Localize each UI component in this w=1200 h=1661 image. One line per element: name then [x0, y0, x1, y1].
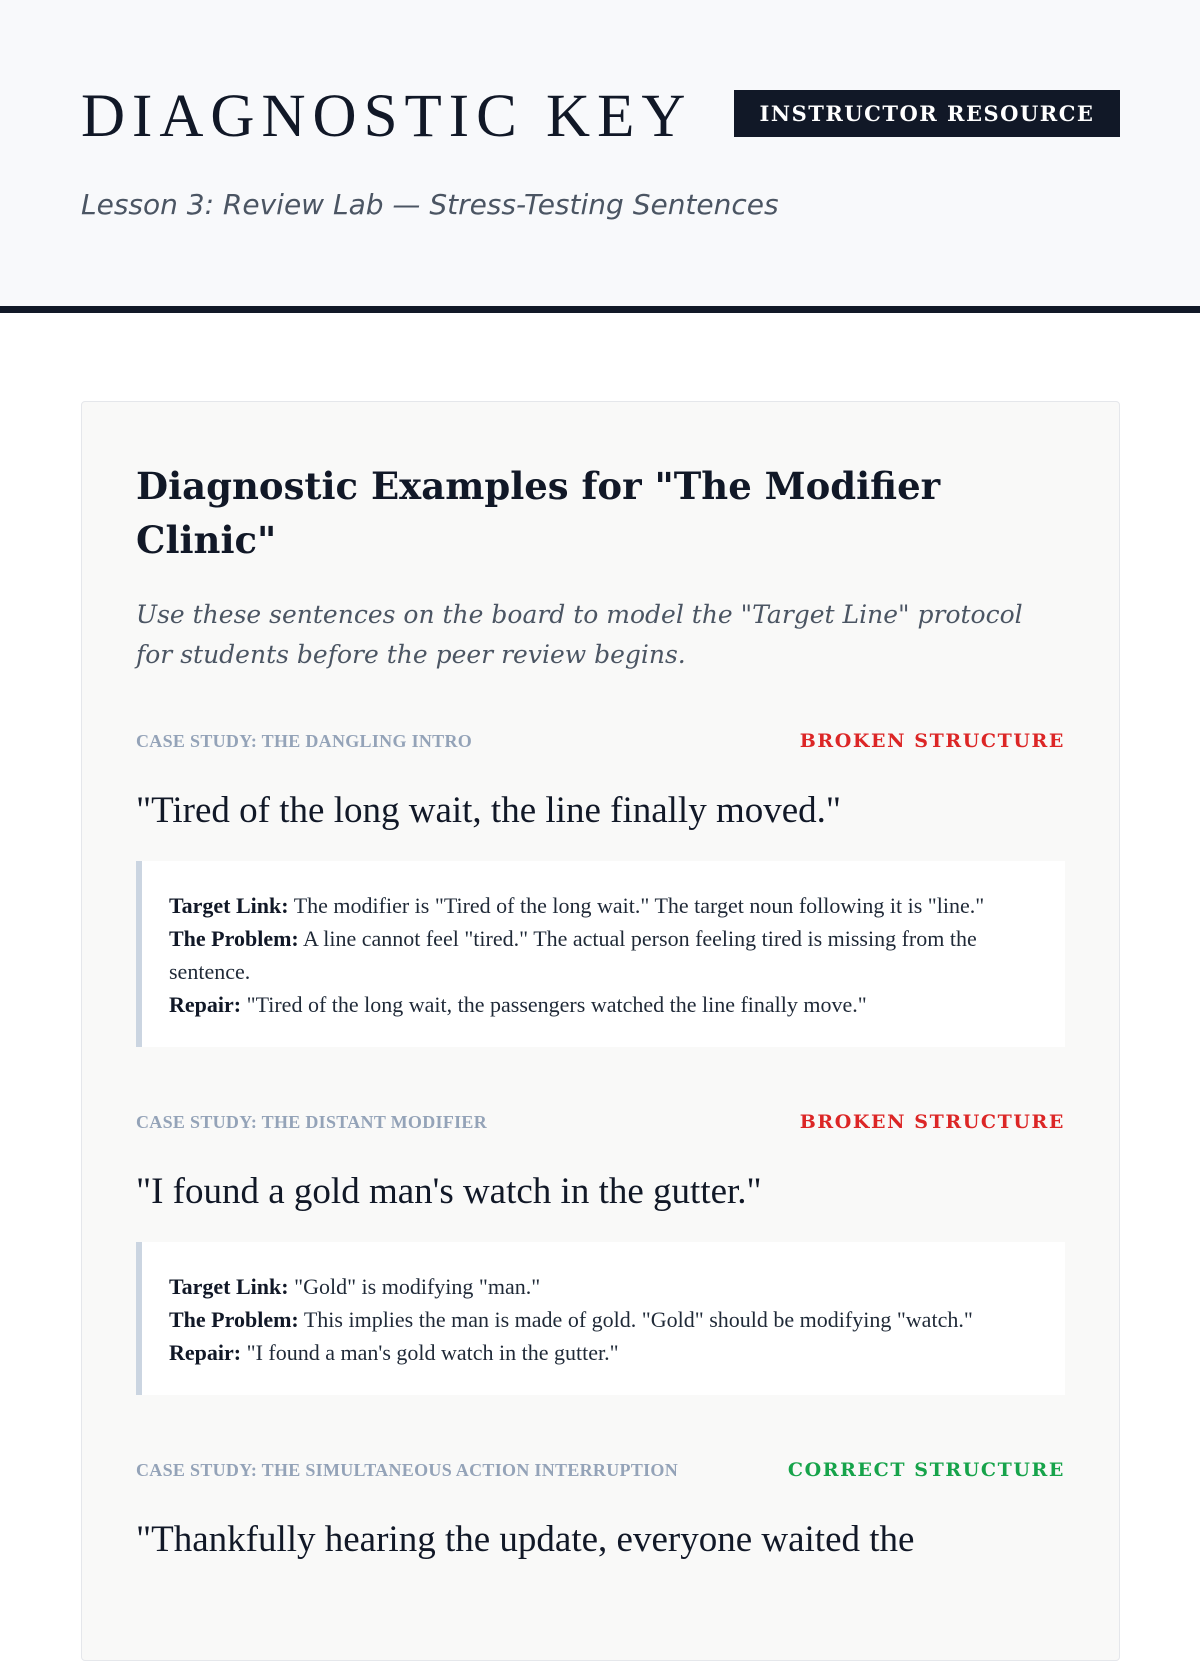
status-badge: BROKEN STRUCTURE — [799, 730, 1065, 752]
repair-row — [169, 1336, 1039, 1369]
target-link-text: The modifier is "Tired of the long wait." The target noun following it is "line." — [293, 893, 985, 918]
problem-row — [169, 1303, 1039, 1336]
case-header — [136, 1107, 1065, 1137]
status-badge: CORRECT STRUCTURE — [787, 1459, 1065, 1481]
repair-label: Repair: — [169, 1340, 242, 1365]
analysis-box — [136, 1242, 1065, 1395]
repair-row — [169, 988, 1039, 1021]
target-link-label: Target Link: — [169, 893, 289, 918]
case-header — [136, 1455, 1065, 1485]
problem-row — [169, 922, 1039, 988]
analysis-box — [136, 861, 1065, 1047]
target-link-row — [169, 1270, 1039, 1303]
case-label: CASE STUDY: THE DANGLING INTRO — [136, 730, 473, 751]
target-link-text: "Gold" is modifying "man." — [294, 1274, 541, 1299]
case-header — [136, 726, 1065, 756]
card-intro: Use these sentences on the board to model the "Target Line" protocol for students before the peer review begins. — [136, 600, 1023, 669]
problem-label: The Problem: — [169, 1307, 299, 1332]
example-sentence: "Thankfully hearing the update, everyone waited the — [136, 1519, 915, 1560]
problem-text: This implies the man is made of gold. "Gold" should be modifying "watch." — [303, 1307, 973, 1332]
repair-text: "I found a man's gold watch in the gutter." — [246, 1340, 619, 1365]
target-link-label: Target Link: — [169, 1274, 289, 1299]
diagnostic-examples-card — [81, 401, 1120, 1661]
example-sentence: "I found a gold man's watch in the gutter." — [136, 1171, 762, 1212]
instructor-resource-badge: INSTRUCTOR RESOURCE — [734, 90, 1120, 137]
case-study — [136, 1107, 1065, 1395]
lesson-subtitle: Lesson 3: Review Lab — Stress-Testing Sentences — [81, 188, 779, 221]
card-title: Diagnostic Examples for "The Modifier Clinic" — [136, 464, 941, 562]
page-header — [0, 0, 1200, 313]
case-study — [136, 1455, 1065, 1563]
problem-label: The Problem: — [169, 926, 299, 951]
case-label: CASE STUDY: THE SIMULTANEOUS ACTION INTERRUPTION — [136, 1459, 679, 1480]
example-sentence: "Tired of the long wait, the line finally moved." — [136, 790, 842, 831]
case-study — [136, 726, 1065, 1047]
page-title: DIAGNOSTIC KEY — [81, 83, 693, 150]
target-link-row — [169, 889, 1039, 922]
case-label: CASE STUDY: THE DISTANT MODIFIER — [136, 1111, 488, 1132]
status-badge: BROKEN STRUCTURE — [799, 1111, 1065, 1133]
repair-label: Repair: — [169, 992, 242, 1017]
problem-text: A line cannot feel "tired." The actual person feeling tired is missing from the sentence. — [169, 926, 977, 984]
repair-text: "Tired of the long wait, the passengers watched the line finally move." — [246, 992, 867, 1017]
